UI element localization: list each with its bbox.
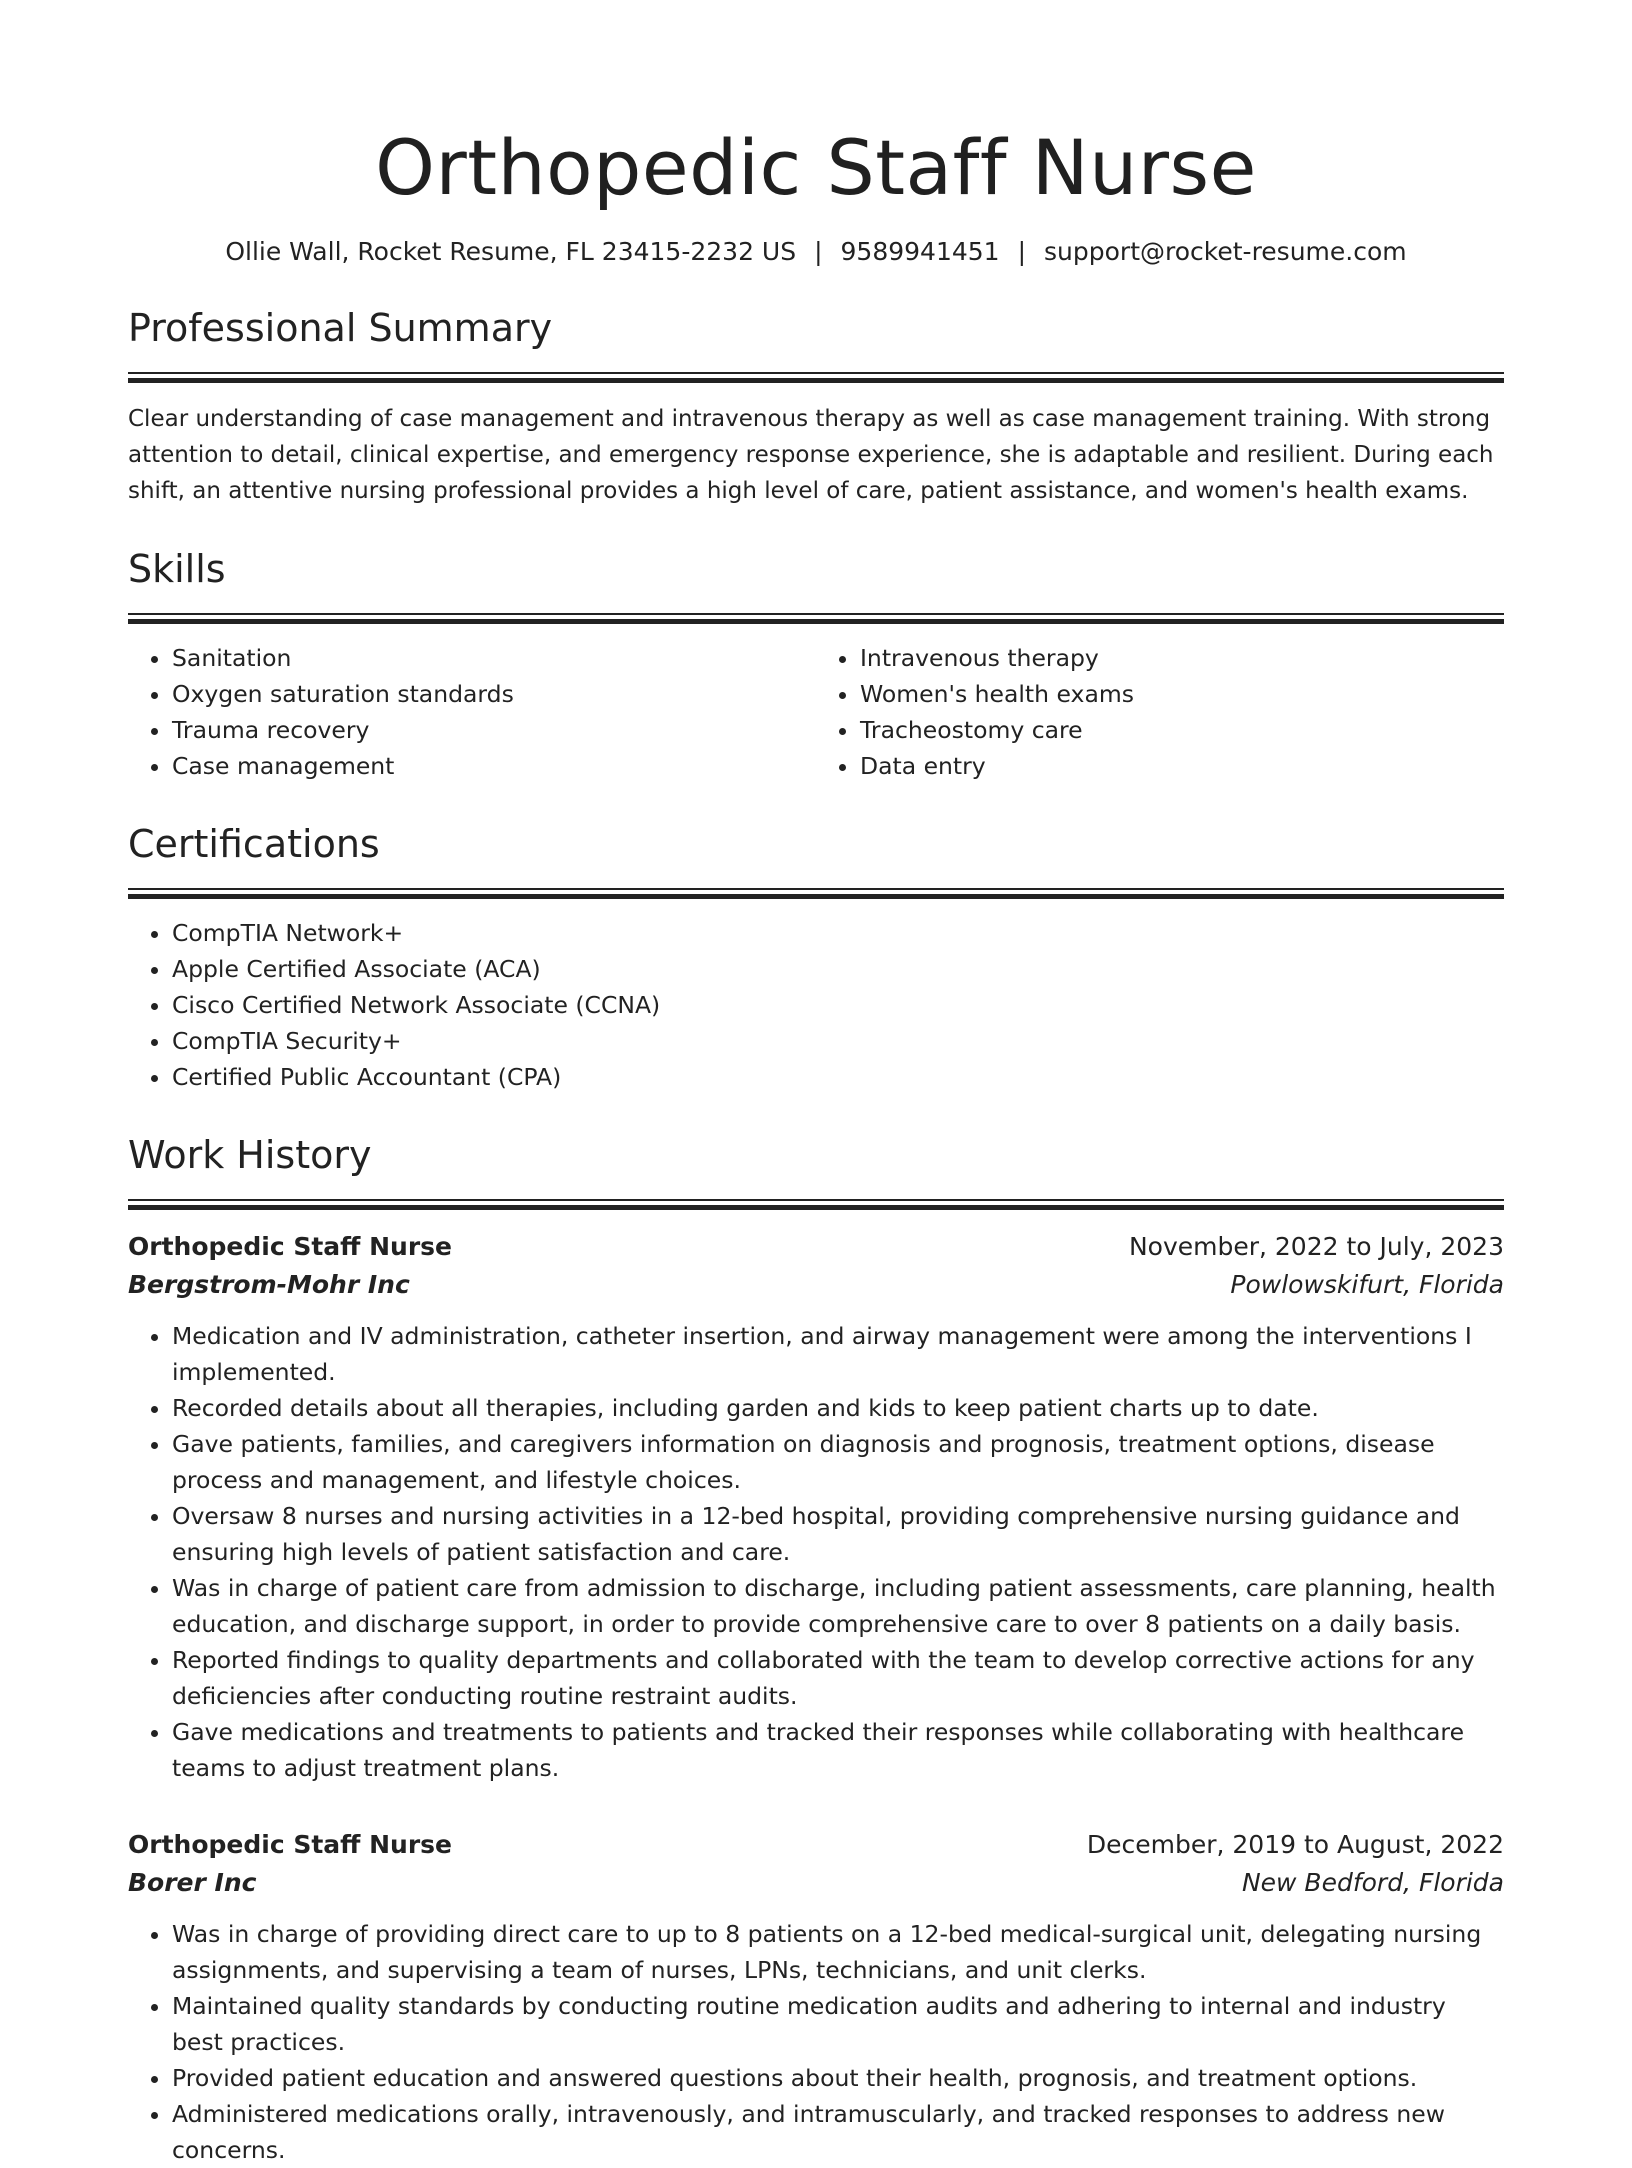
section-divider <box>128 372 1504 374</box>
skills-columns <box>128 640 1504 784</box>
job-bullet: • Oversaw 8 nurses and nursing activities in a 12-bed hospital, providing comprehensive nursing guidance and ensuring high levels of patient satisfaction and care. <box>172 1498 1504 1570</box>
certification-item: • Cisco Certified Network Associate (CCNA) <box>172 987 1504 1023</box>
section-divider <box>128 1199 1504 1201</box>
certifications-section <box>128 820 1504 1095</box>
section-heading-work-history: Work History <box>128 1133 372 1177</box>
section-divider <box>128 613 1504 615</box>
job-bullet: • Was in charge of providing direct care to up to 8 patients on a 12-bed medical-surgical unit, delegating nursing assignments, and supervising a team of nurses, LPNs, technicians, and unit clerks. <box>172 1916 1504 1988</box>
certification-item: • Certified Public Accountant (CPA) <box>172 1059 1504 1095</box>
work-history-section <box>128 1131 1504 2168</box>
job-bullet: • Was in charge of patient care from admission to discharge, including patient assessments, care planning, health education, and discharge support, in order to provide comprehensive care to over 8 patients on a daily basis. <box>172 1570 1504 1642</box>
job-bullet: • Provided patient education and answered questions about their health, prognosis, and treatment options. <box>172 2060 1504 2096</box>
skill-item: • Data entry <box>860 748 1504 784</box>
job-title: Orthopedic Staff Nurse <box>128 1232 453 1261</box>
job-bullet: • Maintained quality standards by conducting routine medication audits and adhering to internal and industry best practices. <box>172 1988 1504 2060</box>
summary-section <box>128 304 1504 509</box>
section-heading-skills: Skills <box>128 547 226 591</box>
skills-list-left <box>128 640 816 784</box>
job-bullets <box>128 1916 1504 2168</box>
job-title: Orthopedic Staff Nurse <box>128 1830 453 1859</box>
certifications-list <box>128 915 1504 1095</box>
section-heading-summary: Professional Summary <box>128 306 553 350</box>
job-bullet: • Recorded details about all therapies, including garden and kids to keep patient charts up to date. <box>172 1390 1504 1426</box>
contact-address: Ollie Wall, Rocket Resume, FL 23415-2232 US <box>225 237 797 266</box>
job-company: Bergstrom-Mohr Inc <box>128 1270 410 1299</box>
contact-separator: | <box>1017 237 1027 266</box>
job-bullets <box>128 1318 1504 1786</box>
resume-title: Orthopedic Staff Nurse <box>375 123 1257 212</box>
contact-phone: 9589941451 <box>840 237 1000 266</box>
certification-item: • CompTIA Network+ <box>172 915 1504 951</box>
skills-section <box>128 545 1504 784</box>
skill-item: • Intravenous therapy <box>860 640 1504 676</box>
certification-item: • CompTIA Security+ <box>172 1023 1504 1059</box>
section-divider <box>128 888 1504 890</box>
skill-item: • Oxygen saturation standards <box>172 676 816 712</box>
section-heading-certifications: Certifications <box>128 822 380 866</box>
contact-email: support@rocket-resume.com <box>1044 237 1407 266</box>
skill-item: • Trauma recovery <box>172 712 816 748</box>
job-bullet: • Gave patients, families, and caregivers information on diagnosis and prognosis, treatment options, disease process and management, and lifestyle choices. <box>172 1426 1504 1498</box>
job-subheader-row <box>128 1864 1504 1902</box>
summary-text: Clear understanding of case management and intravenous therapy as well as case management training. With strong attention to detail, clinical expertise, and emergency response experience, she is adaptable and resilient. During each shift, an attentive nursing professional provides a high level of care, patient assistance, and women's health exams. <box>128 406 1494 504</box>
job-bullet: • Administered medications orally, intravenously, and intramuscularly, and tracked responses to address new concerns. <box>172 2096 1504 2168</box>
certification-item: • Apple Certified Associate (ACA) <box>172 951 1504 987</box>
job-dates: November, 2022 to July, 2023 <box>1128 1232 1504 1261</box>
job-location: New Bedford, Florida <box>1241 1868 1504 1897</box>
skill-item: • Sanitation <box>172 640 816 676</box>
skill-item: • Women's health exams <box>860 676 1504 712</box>
contact-separator: | <box>814 237 823 266</box>
job-location: Powlowskifurt, Florida <box>1230 1270 1504 1299</box>
job-dates: December, 2019 to August, 2022 <box>1086 1830 1504 1859</box>
job-header-row <box>128 1826 1504 1864</box>
job-company: Borer Inc <box>128 1868 257 1897</box>
contact-line <box>128 236 1504 268</box>
job-bullet: • Medication and IV administration, catheter insertion, and airway management were among the interventions I implemented. <box>172 1318 1504 1390</box>
skills-list-right <box>816 640 1504 784</box>
job-bullet: • Gave medications and treatments to patients and tracked their responses while collaborating with healthcare teams to adjust treatment plans. <box>172 1714 1504 1786</box>
job-bullet: • Reported findings to quality departments and collaborated with the team to develop corrective actions for any deficiencies after conducting routine restraint audits. <box>172 1642 1504 1714</box>
job-entry <box>128 1228 1504 1786</box>
skill-item: • Tracheostomy care <box>860 712 1504 748</box>
job-entry <box>128 1826 1504 2168</box>
skill-item: • Case management <box>172 748 816 784</box>
job-subheader-row <box>128 1266 1504 1304</box>
job-header-row <box>128 1228 1504 1266</box>
